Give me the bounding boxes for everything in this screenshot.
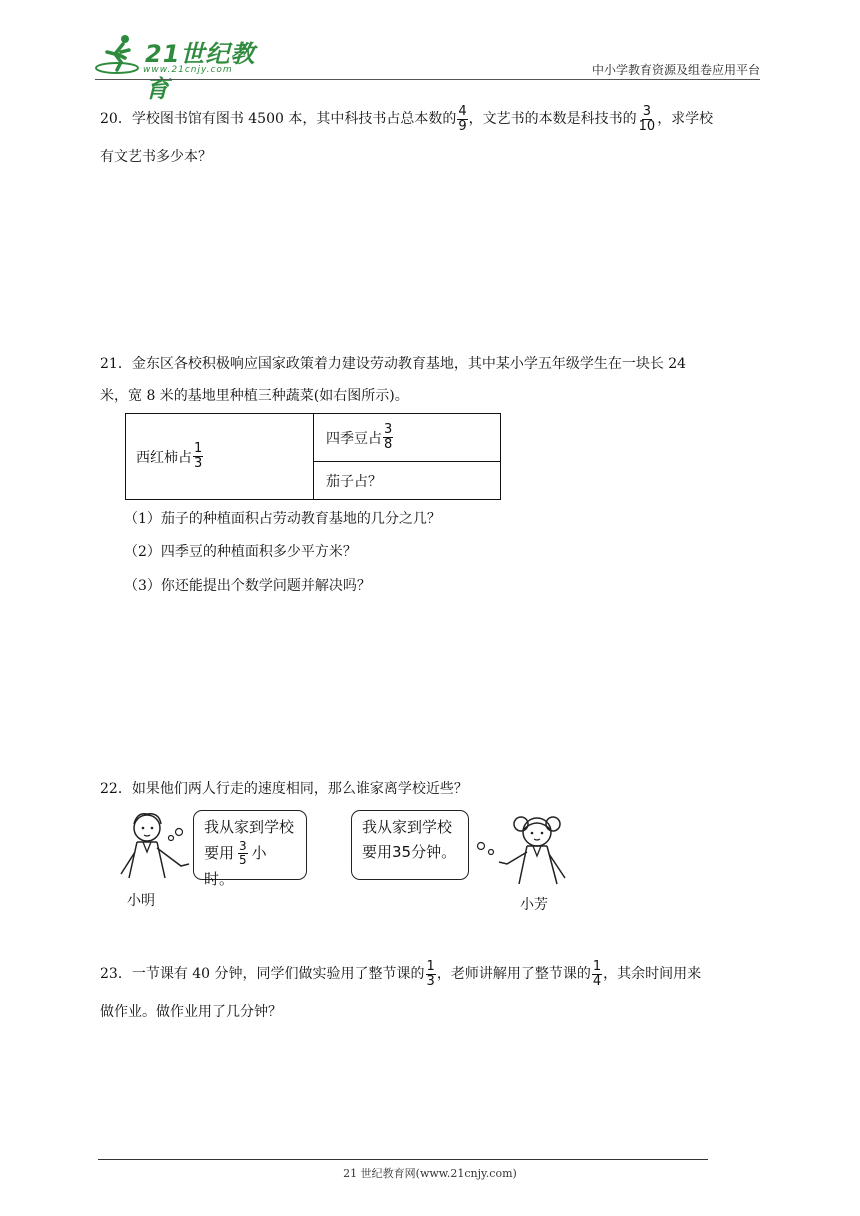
question-20 xyxy=(100,100,765,176)
question-number: 23． xyxy=(100,966,132,982)
header-tagline: 中小学教育资源及组卷应用平台 xyxy=(591,63,760,77)
fraction-numerator: 3 xyxy=(642,103,652,119)
bubble-text: 要用 xyxy=(204,844,235,862)
question-text: ，其余时间用来 xyxy=(603,966,702,982)
bubble-text: 小时。 xyxy=(204,844,267,888)
bubble-line xyxy=(204,840,296,892)
question-number: 22． xyxy=(100,781,132,797)
fraction-numerator: 1 xyxy=(426,958,435,974)
tomato-label: 西红柿占 xyxy=(136,449,192,466)
question-text: 一节课有 40 分钟，同学们做实验用了整节课的 xyxy=(131,966,425,982)
question-text: ，老师讲解用了整节课的 xyxy=(436,966,591,982)
question-20-line1 xyxy=(100,100,765,138)
page-header xyxy=(95,30,760,103)
question-20-line2: 有文艺书多少本？ xyxy=(100,149,212,165)
fraction-denominator: 3 xyxy=(194,456,203,471)
header-divider xyxy=(95,79,760,80)
sub-question-3: （3）你还能提出个数学问题并解决吗？ xyxy=(124,578,371,594)
bubble-line: 我从家到学校 xyxy=(204,818,295,836)
girl-figure-icon xyxy=(473,808,573,892)
fraction xyxy=(592,960,602,989)
bean-cell xyxy=(314,414,500,462)
fraction-denominator: 9 xyxy=(458,118,467,134)
runner-logo-icon xyxy=(95,32,143,76)
fraction xyxy=(457,105,467,134)
question-23 xyxy=(100,955,765,1031)
question-text: ，文艺书的本数是科技书的 xyxy=(468,111,637,127)
fraction xyxy=(193,442,203,471)
footer-divider xyxy=(98,1159,708,1160)
eggplant-label: 茄子占？ xyxy=(326,473,382,490)
speech-bubble-xiaoming xyxy=(193,810,307,888)
question-text: ，求学校 xyxy=(657,111,714,127)
speech-bubble-xiaofang xyxy=(351,810,469,880)
fraction-denominator: 10 xyxy=(638,118,656,134)
boy-figure-icon xyxy=(115,808,195,888)
eggplant-cell xyxy=(314,462,500,499)
fraction-denominator: 4 xyxy=(592,973,602,989)
fraction xyxy=(238,840,248,867)
bubble-line: 要用35分钟。 xyxy=(362,843,457,861)
sub-question-1: （1）茄子的种植面积占劳动教育基地的几分之几？ xyxy=(124,511,441,527)
logo-url: www.21cnjy.com xyxy=(143,65,233,75)
name-xiaofang: 小芳 xyxy=(520,897,548,913)
fraction-denominator: 8 xyxy=(384,437,393,452)
name-xiaoming: 小明 xyxy=(127,893,155,909)
fraction-numerator: 3 xyxy=(239,839,247,853)
page-footer: 21 世纪教育网(www.21cnjy.com) xyxy=(343,1167,517,1180)
logo-text: 21世纪教育 xyxy=(145,40,256,103)
logo xyxy=(95,32,275,103)
fraction-denominator: 3 xyxy=(426,973,435,989)
question-text: 金东区各校积极响应国家政策着力建设劳动教育基地，其中某小学五年级学生在一块长 24 xyxy=(131,356,687,372)
bean-label: 四季豆占 xyxy=(326,430,382,447)
question-number: 21． xyxy=(100,356,132,372)
sub-question-2: （2）四季豆的种植面积多少平方米？ xyxy=(124,544,357,560)
question-23-line1 xyxy=(100,955,765,993)
question-text: 学校图书馆有图书 4500 本，其中科技书占总本数的 xyxy=(131,111,457,127)
question-22 xyxy=(100,770,765,808)
fraction xyxy=(426,960,436,989)
fraction-numerator: 1 xyxy=(592,958,602,974)
question-23-line2: 做作业。做作业用了几分钟？ xyxy=(100,1004,282,1020)
fraction-numerator: 3 xyxy=(384,422,393,437)
question-text: 如果他们两人行走的速度相同，那么谁家离学校近些？ xyxy=(131,781,468,797)
question-number: 20． xyxy=(100,111,132,127)
dialogue-illustration xyxy=(115,808,575,918)
bubble-line: 我从家到学校 xyxy=(362,818,453,836)
field-diagram xyxy=(125,413,501,500)
tomato-cell xyxy=(126,414,314,499)
fraction-numerator: 1 xyxy=(194,441,203,456)
fraction-denominator: 5 xyxy=(239,853,247,867)
fraction xyxy=(383,423,393,452)
question-21-line2: 米，宽 8 米的基地里种植三种蔬菜(如右图所示)。 xyxy=(100,388,409,404)
fraction-numerator: 4 xyxy=(458,103,467,119)
fraction xyxy=(638,105,657,134)
